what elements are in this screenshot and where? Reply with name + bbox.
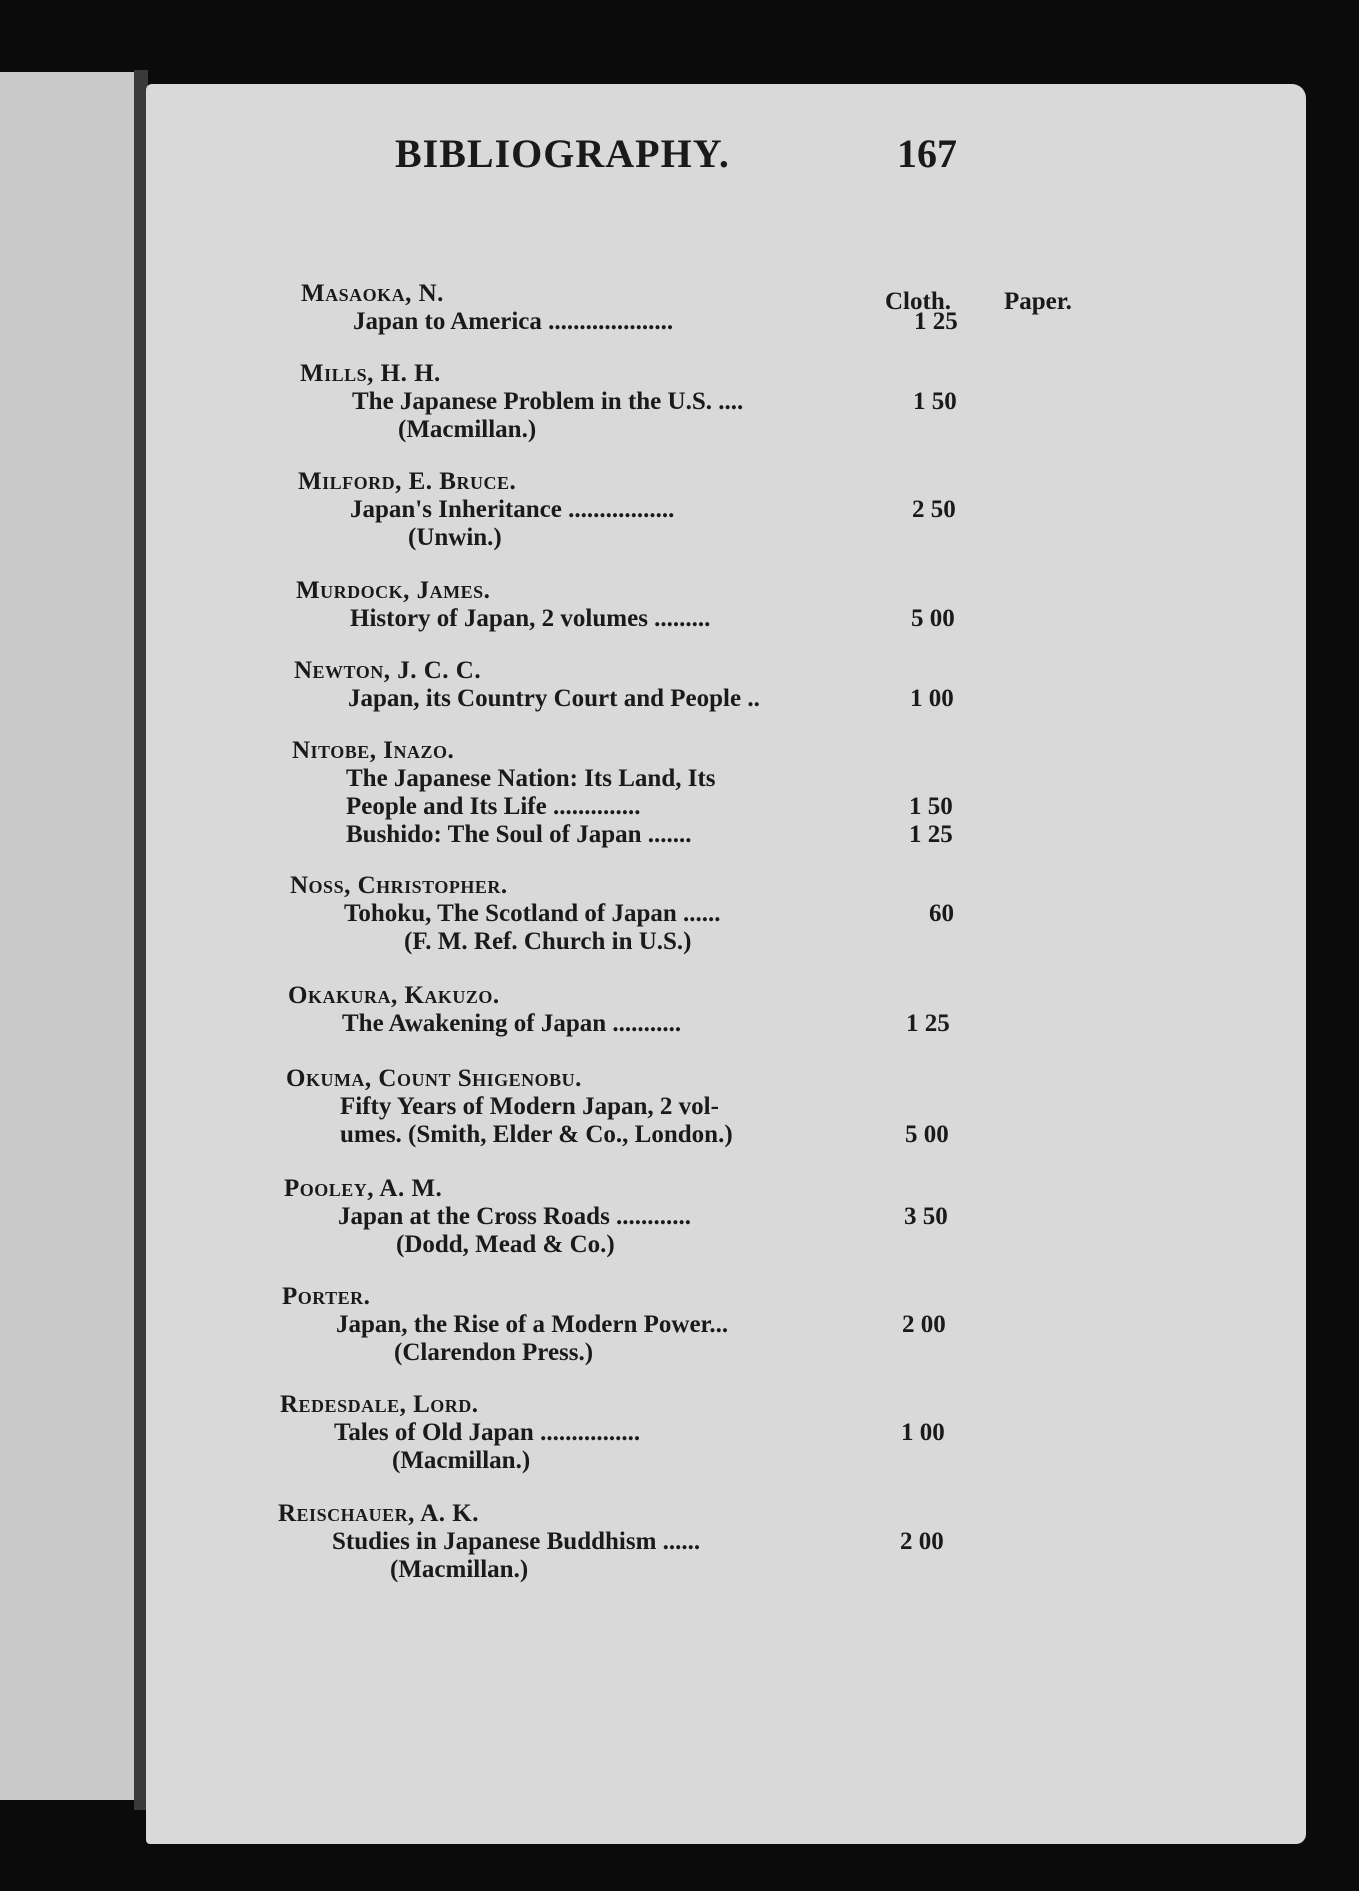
entry-author: Redesdale, Lord. — [280, 1391, 479, 1418]
entry-title: People and Its Life .............. — [346, 793, 641, 820]
entry-line — [353, 308, 1146, 336]
entry-title: Japan's Inheritance ................. — [350, 496, 675, 523]
entry-price: 1 50 — [913, 388, 957, 415]
entry-publisher: (Macmillan.) — [392, 1447, 531, 1474]
entry-line — [350, 605, 1146, 633]
entry-author: Reischauer, A. K. — [278, 1500, 479, 1527]
entry-author: Noss, Christopher. — [290, 872, 508, 899]
entry-price: 5 00 — [905, 1121, 949, 1148]
entry-author: Okuma, Count Shigenobu. — [286, 1065, 582, 1092]
entry-price: 3 50 — [904, 1203, 948, 1230]
entry-price: 2 00 — [900, 1528, 944, 1555]
entry-price: 5 00 — [911, 605, 955, 632]
entry-line — [348, 685, 1146, 713]
entry-author: Milford, E. Bruce. — [298, 468, 517, 495]
entry-line — [338, 1203, 1146, 1231]
entry-author: Nitobe, Inazo. — [292, 737, 455, 764]
entry-line — [342, 1010, 1146, 1038]
entry-line — [344, 900, 1146, 928]
entry-title: Japan to America .................... — [353, 308, 674, 335]
entry-author: Masaoka, N. — [301, 280, 444, 307]
entry-title: Studies in Japanese Buddhism ...... — [332, 1528, 701, 1555]
entry-price: 60 — [929, 900, 954, 927]
entry-price: 1 50 — [909, 793, 953, 820]
left-page-edge — [0, 72, 138, 1800]
entry-publisher: (Unwin.) — [408, 524, 502, 551]
cloth-column-header: Cloth. — [885, 288, 951, 315]
list-item — [146, 577, 1146, 633]
entry-price: 1 00 — [910, 685, 954, 712]
list-item — [146, 737, 1146, 849]
entry-title: The Japanese Problem in the U.S. .... — [352, 388, 744, 415]
entry-line — [352, 388, 1146, 416]
entry-price: 1 25 — [909, 821, 953, 848]
entry-line — [334, 1419, 1146, 1447]
entry-title: Tales of Old Japan ................ — [334, 1419, 641, 1446]
entry-author: Mills, H. H. — [300, 360, 441, 387]
entry-line — [336, 1311, 1146, 1339]
entry-author: Newton, J. C. C. — [294, 657, 482, 684]
entry-line — [346, 765, 1146, 793]
list-item — [146, 1391, 1146, 1475]
entry-price: 1 25 — [914, 308, 958, 335]
entry-price: 1 25 — [906, 1010, 950, 1037]
entry-line — [350, 496, 1146, 524]
list-item — [146, 657, 1146, 713]
entry-author: Murdock, James. — [296, 577, 491, 604]
entry-publisher: (Clarendon Press.) — [394, 1339, 594, 1366]
list-item — [146, 1283, 1146, 1367]
list-item — [146, 872, 1146, 956]
entry-line — [340, 1121, 1146, 1149]
page-header — [395, 130, 1095, 190]
paper-column-header: Paper. — [1004, 288, 1072, 315]
entry-line — [346, 821, 1146, 849]
entry-title: Tohoku, The Scotland of Japan ...... — [344, 900, 721, 927]
list-item — [146, 1175, 1146, 1259]
entry-publisher: (Macmillan.) — [390, 1556, 529, 1583]
list-item — [146, 280, 1146, 336]
entry-price: 1 00 — [901, 1419, 945, 1446]
entry-author: Porter. — [282, 1283, 371, 1310]
entry-line — [332, 1528, 1146, 1556]
entry-title: History of Japan, 2 volumes ......... — [350, 605, 711, 632]
entry-author: Pooley, A. M. — [284, 1175, 443, 1202]
list-item — [146, 982, 1146, 1038]
list-item — [146, 468, 1146, 552]
entry-line — [340, 1093, 1146, 1121]
entry-title: The Awakening of Japan ........... — [342, 1010, 682, 1037]
list-item — [146, 1500, 1146, 1584]
entry-price: 2 50 — [912, 496, 956, 523]
list-item — [146, 1065, 1146, 1149]
bibliography-list — [146, 280, 1146, 1610]
page-number: 167 — [897, 131, 957, 176]
entry-title: The Japanese Nation: Its Land, Its — [346, 765, 716, 792]
list-item — [146, 360, 1146, 444]
entry-author: Okakura, Kakuzo. — [288, 982, 500, 1009]
entry-publisher: (Macmillan.) — [398, 416, 537, 443]
entry-title: Japan at the Cross Roads ............ — [338, 1203, 692, 1230]
entry-price: 2 00 — [902, 1311, 946, 1338]
entry-title: umes. (Smith, Elder & Co., London.) — [340, 1121, 733, 1148]
entry-title: Japan, the Rise of a Modern Power... — [336, 1311, 729, 1338]
entry-line — [346, 793, 1146, 821]
entry-title: Japan, its Country Court and People .. — [348, 685, 760, 712]
entry-title: Fifty Years of Modern Japan, 2 vol- — [340, 1093, 719, 1120]
entry-publisher: (F. M. Ref. Church in U.S.) — [404, 928, 692, 955]
entry-title: Bushido: The Soul of Japan ....... — [346, 821, 692, 848]
page-title: BIBLIOGRAPHY. — [395, 131, 730, 176]
entry-publisher: (Dodd, Mead & Co.) — [396, 1231, 615, 1258]
